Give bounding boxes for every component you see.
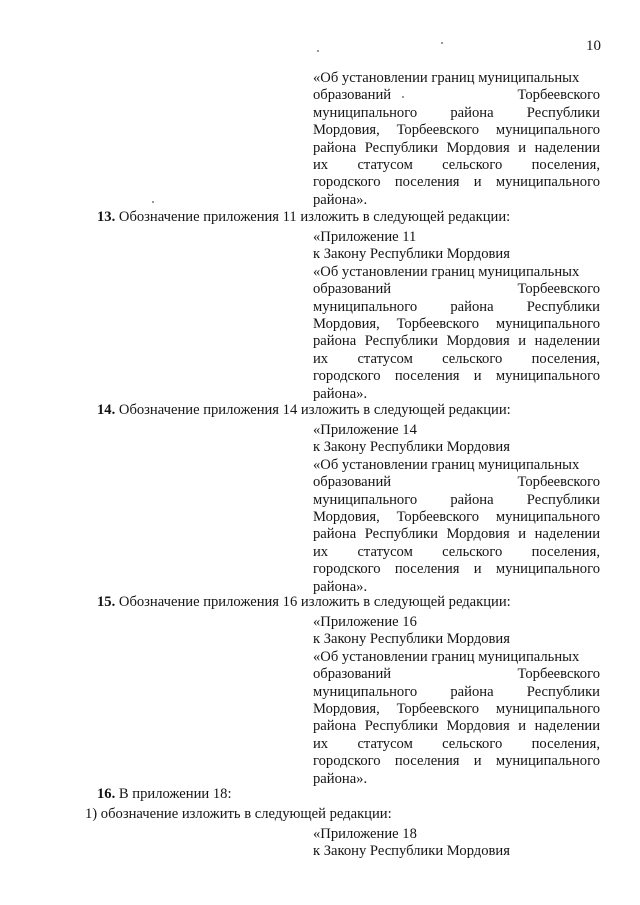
item-text: Обозначение приложения 11 изложить в следующей редакции: bbox=[115, 209, 511, 225]
scan-speck bbox=[317, 50, 319, 52]
scan-speck bbox=[441, 42, 443, 44]
appendix-title: «Приложение 14 bbox=[313, 422, 417, 438]
subitem-1: 1) обозначение изложить в следующей редакции: bbox=[85, 806, 392, 822]
block-line: «Об установлении границ муниципальных bbox=[313, 648, 580, 665]
block-line: района». bbox=[313, 385, 368, 402]
block-line: Мордовия, Торбеевского муниципального bbox=[313, 508, 600, 525]
block-line: «Об установлении границ муниципальных bbox=[313, 70, 580, 86]
block-line: их статусом сельского поселения, bbox=[313, 350, 600, 367]
block-line: Мордовия, Торбеевского муниципального bbox=[313, 315, 600, 332]
item-number: 15. bbox=[97, 594, 116, 610]
quote-block bbox=[313, 614, 600, 788]
appendix-title: «Приложение 18 bbox=[313, 826, 417, 842]
block-line: муниципального района Республики bbox=[313, 104, 600, 121]
law-reference: к Закону Республики Мордовия bbox=[313, 246, 510, 263]
block-line: района Республики Мордовия и наделении bbox=[313, 526, 600, 543]
appendix-title: «Приложение 11 bbox=[313, 229, 417, 245]
item-text: Обозначение приложения 14 изложить в следующей редакции: bbox=[115, 402, 511, 418]
amendment-item-16 bbox=[97, 786, 232, 803]
block-line: «Об установлении границ муниципальных bbox=[313, 456, 580, 473]
block-line: района». bbox=[313, 191, 368, 208]
block-line: образований Торбеевского bbox=[313, 87, 600, 104]
item-number: 13. bbox=[97, 209, 116, 225]
appendix-title: «Приложение 16 bbox=[313, 614, 417, 630]
scan-speck bbox=[402, 96, 404, 98]
law-reference: к Закону Республики Мордовия bbox=[313, 439, 510, 456]
block-line: образований Торбеевского bbox=[313, 281, 600, 298]
amendment-item-13 bbox=[97, 209, 510, 226]
block-line: городского поселения и муниципального bbox=[313, 368, 600, 385]
scan-speck bbox=[152, 201, 154, 203]
block-line: Мордовия, Торбеевского муниципального bbox=[313, 700, 600, 717]
block-line: района Республики Мордовия и наделении bbox=[313, 333, 600, 350]
quote-block bbox=[313, 422, 600, 596]
amendment-item-15 bbox=[97, 594, 511, 611]
block-line: муниципального района Республики bbox=[313, 298, 600, 315]
page-number: 10 bbox=[586, 38, 601, 54]
block-line: городского поселения и муниципального bbox=[313, 174, 600, 191]
block-line: муниципального района Республики bbox=[313, 683, 600, 700]
block-line: их статусом сельского поселения, bbox=[313, 735, 600, 752]
item-text: В приложении 18: bbox=[115, 786, 232, 802]
block-line: городского поселения и муниципального bbox=[313, 561, 600, 578]
item-number: 16. bbox=[97, 786, 116, 802]
block-line: Мордовия, Торбеевского муниципального bbox=[313, 122, 600, 139]
law-reference: к Закону Республики Мордовия bbox=[313, 843, 510, 860]
quote-block bbox=[313, 229, 600, 403]
amendment-item-14 bbox=[97, 402, 511, 419]
item-text: Обозначение приложения 16 изложить в следующей редакции: bbox=[115, 594, 511, 610]
block-line: района». bbox=[313, 770, 368, 787]
block-line: района Республики Мордовия и наделении bbox=[313, 718, 600, 735]
item-number: 14. bbox=[97, 402, 116, 418]
block-line: образований Торбеевского bbox=[313, 474, 600, 491]
block-line: городского поселения и муниципального bbox=[313, 753, 600, 770]
law-reference: к Закону Республики Мордовия bbox=[313, 631, 510, 648]
quote-block bbox=[313, 70, 600, 209]
block-line: «Об установлении границ муниципальных bbox=[313, 263, 580, 280]
block-line: района Республики Мордовия и наделении bbox=[313, 139, 600, 156]
block-line: их статусом сельского поселения, bbox=[313, 156, 600, 173]
block-line: муниципального района Республики bbox=[313, 491, 600, 508]
block-line: их статусом сельского поселения, bbox=[313, 543, 600, 560]
block-line: района». bbox=[313, 578, 368, 595]
block-line: образований Торбеевского bbox=[313, 666, 600, 683]
quote-block bbox=[313, 826, 600, 861]
